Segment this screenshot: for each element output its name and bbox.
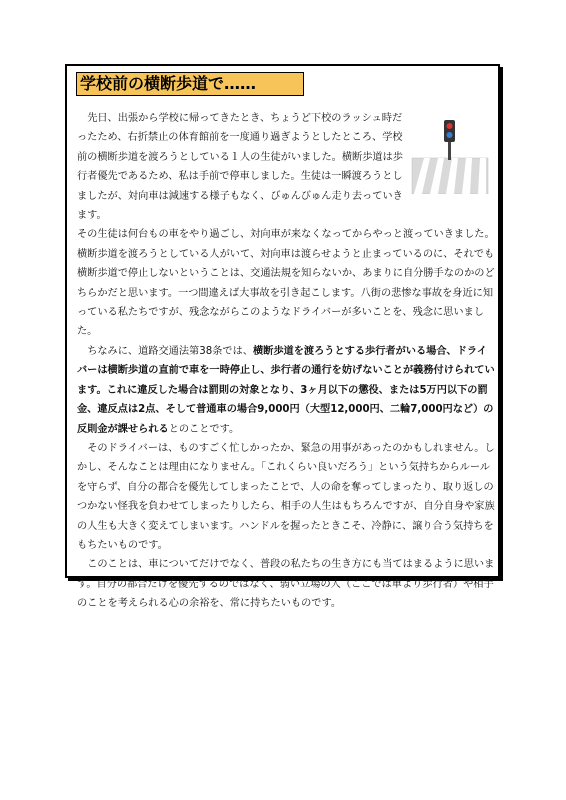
paragraph-4: このことは、車についてだけでなく、普段の私たちの生き方にも当てはまるように思います。自分の都合だけを優先するのではなく、弱い立場の人（ここでは車より歩行者）や相手のことを考えられる心の余裕を、常に持ちたいものです。 <box>77 559 495 610</box>
article-frame <box>65 64 500 610</box>
paragraph-2-emphasis: 横断歩道を渡ろうとする歩行者がいる場合、ドライバーは横断歩道の直前で車を一時停止し、歩行者の通行を妨げないことが義務付けられています。これに違反した場合は罰則の対象となり、3ヶ月以下の懲役、または5万円以下の罰金、違反点は2点、そして普通車の場合9,000円（大型12,000円、二輪7,000円など）の反則金が課せられる <box>77 345 495 435</box>
paragraph-2-end: とのことです。 <box>168 423 240 435</box>
paragraph-2-intro: ちなみに、道路交通法第38条では、 <box>87 345 253 357</box>
paragraph-2 <box>77 342 495 439</box>
article-body <box>77 109 495 614</box>
paragraph-1-continued: その生徒は何台もの車をやり過ごし、対向車が来なくなってからやっと渡っていきました。横断歩道を渡ろうとしている人がいて、対向車は渡らせようと止まっているのに、それでも横断歩道で停止しないということは、交通法規を知らないか、あまりに自分勝手なのかのどちらかだと思います。一つ間違えば大事故を引き起こします。八街の悲惨な事故を身近に知っている私たちですが、残念ながらこのようなドライバーが多いことを、残念に思いました。 <box>77 229 495 338</box>
paragraph-3: そのドライバーは、ものすごく忙しかったか、緊急の用事があったのかもしれません。しかし、そんなことは理由になりません。「これくらい良いだろう」という気持ちからルールを守らず、自分の都合を優先してしまったことで、人の命を奪ってしまったり、取り返しのつかない怪我を負わせてしまったりしたら、相手の人生はもちろんですが、自分自身や家族の人生も大きく変えてしまいます。ハンドルを握ったときこそ、冷静に、譲り合う気持ちをもちたいものです。 <box>77 442 495 551</box>
paragraph-1: 先日、出張から学校に帰ってきたとき、ちょうど下校のラッシュ時だったため、右折禁止の体育館前を一度通り過ぎようとしたところ、学校前の横断歩道を渡ろうとしている１人の生徒がいました。横断歩道は歩行者優先であるため、私は手前で停車しました。生徒は一瞬渡ろうとしましたが、対向車は減速する様子もなく、びゅんびゅん走り去っていきます。 <box>77 113 403 222</box>
article-title: 学校前の横断歩道で…… <box>76 72 304 96</box>
